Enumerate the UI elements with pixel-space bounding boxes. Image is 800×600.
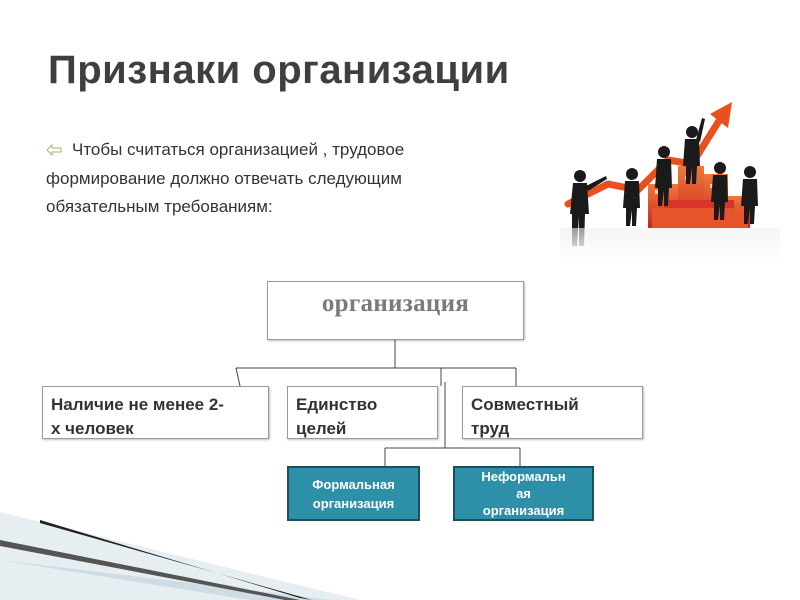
type-line-3: организация xyxy=(482,503,565,518)
requirement-line-2: х человек xyxy=(51,419,134,438)
requirement-line-1: Совместный xyxy=(471,395,579,414)
type-line-1: Формальная xyxy=(312,476,395,492)
requirement-line-1: Наличие не менее 2- xyxy=(51,395,224,414)
requirement-box-people xyxy=(42,386,269,439)
type-line-2: организация xyxy=(312,495,395,511)
type-box-informal xyxy=(453,466,594,521)
requirement-line-2: труд xyxy=(471,419,510,438)
root-box-organization xyxy=(267,281,524,340)
requirement-box-labor xyxy=(462,386,643,439)
decorative-corner-lines-icon xyxy=(0,512,360,600)
requirement-line-1: Единство xyxy=(296,395,378,414)
type-box-formal xyxy=(287,466,420,521)
bullet-text-line-1: Чтобы считаться организацией , трудовое xyxy=(72,140,405,159)
slide-title: Признаки организации xyxy=(48,48,510,92)
bullet-line-3: обязательным требованиям: xyxy=(46,197,273,216)
bullet-line-2: формирование должно отвечать следующим xyxy=(46,168,402,188)
requirement-box-goals xyxy=(287,386,438,439)
requirement-line-2: целей xyxy=(296,419,347,438)
type-line-1: Неформальн xyxy=(481,469,566,484)
root-box-label: организация xyxy=(321,290,470,317)
type-line-2: ая xyxy=(516,486,531,501)
